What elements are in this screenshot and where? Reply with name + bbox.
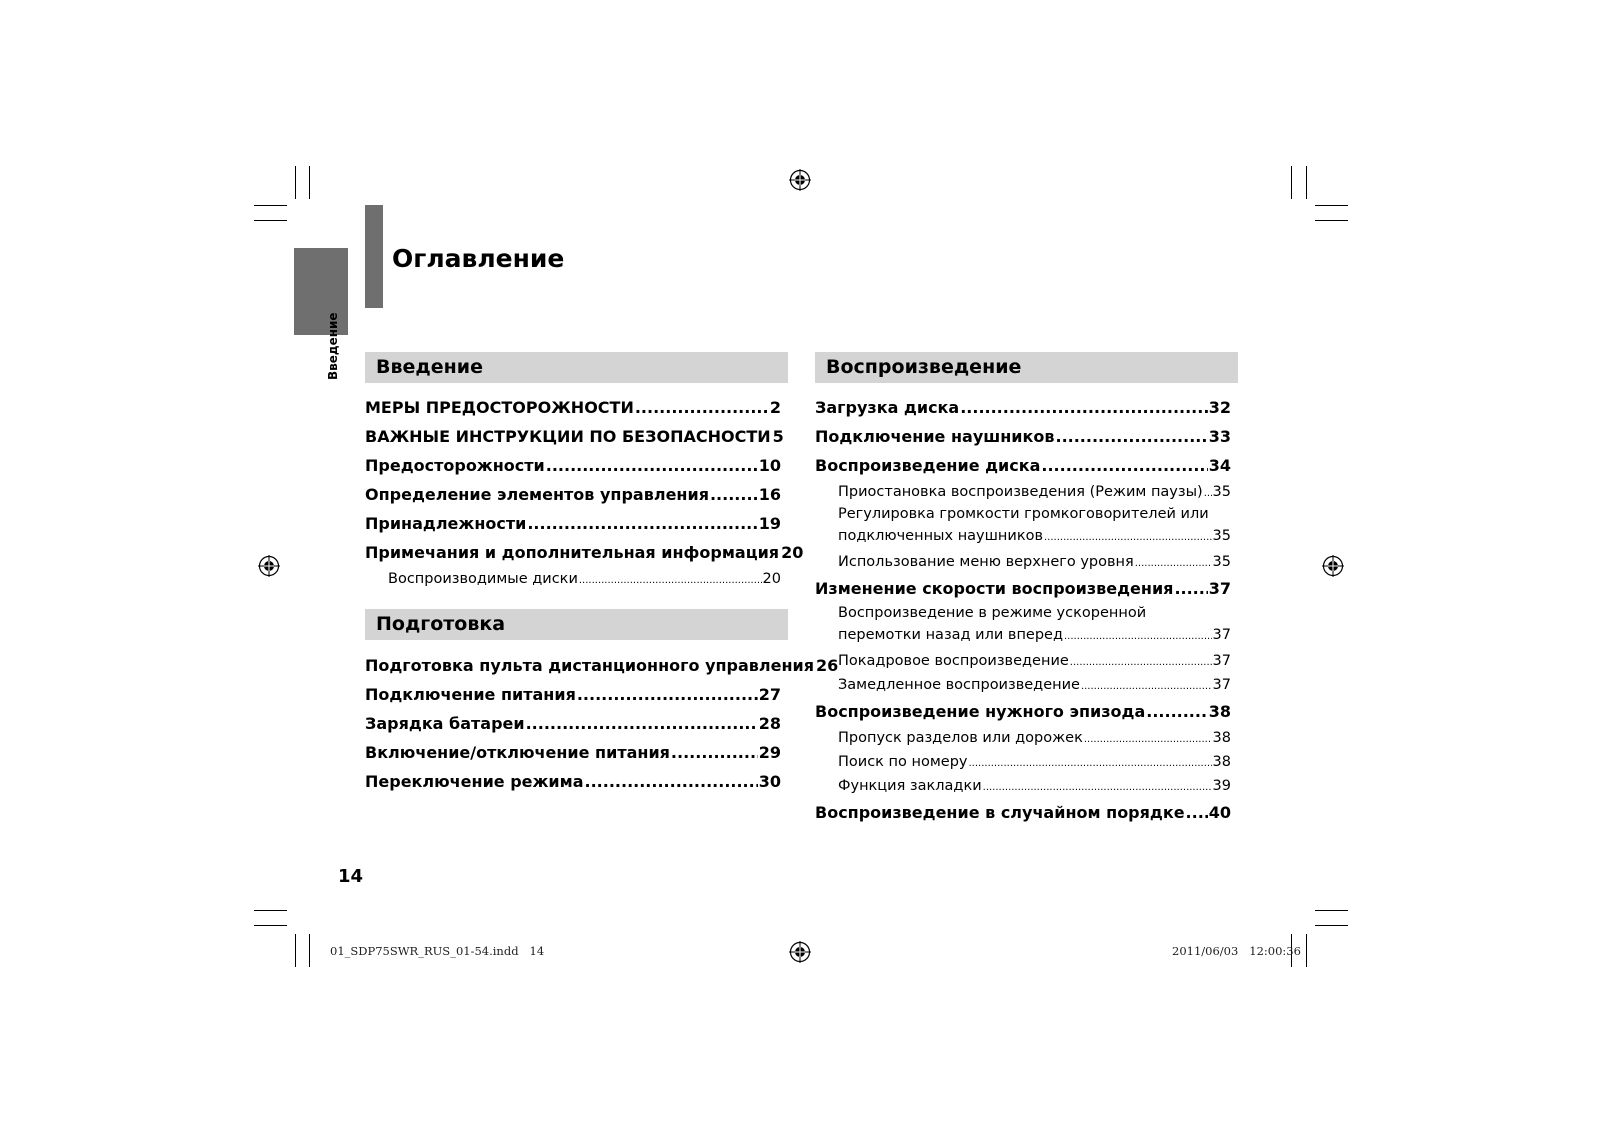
- crop-mark: [1315, 925, 1348, 926]
- toc-entry[interactable]: [365, 393, 781, 422]
- leader-dots: [585, 767, 758, 796]
- toc-entry[interactable]: [815, 393, 1231, 422]
- title-accent-bar: [365, 205, 383, 308]
- crop-mark: [254, 925, 287, 926]
- toc-entry-label: Воспроизведение диска: [815, 456, 1041, 475]
- toc-entry[interactable]: [815, 451, 1231, 480]
- registration-target-icon: [789, 169, 811, 191]
- toc-entry-page: 29: [758, 743, 781, 762]
- toc-entry-page: 19: [758, 514, 781, 533]
- toc-entry[interactable]: [365, 651, 839, 680]
- toc-entry-label: Включение/отключение питания: [365, 743, 670, 762]
- toc-entry-page: 37: [1212, 677, 1231, 693]
- toc-entry[interactable]: [815, 504, 1231, 550]
- toc-entry-page: 2: [769, 398, 781, 417]
- toc-entry-label: Зарядка батареи: [365, 714, 525, 733]
- toc-entry-label: Примечания и дополнительная информация: [365, 543, 780, 562]
- leader-dots: [969, 750, 1212, 776]
- leader-dots: [1055, 422, 1207, 451]
- leader-dots: [1204, 480, 1212, 506]
- leader-dots: [710, 480, 758, 509]
- registration-target-icon: [258, 555, 280, 577]
- section-heading: Подготовка: [365, 609, 788, 640]
- toc-entry[interactable]: [365, 422, 784, 451]
- leader-dots: [526, 709, 758, 738]
- crop-mark: [295, 166, 296, 199]
- registration-target-icon: [1322, 555, 1344, 577]
- toc-entry-page: 10: [758, 456, 781, 475]
- toc-entry-page: 37: [1212, 627, 1231, 643]
- toc-entry[interactable]: [365, 451, 781, 480]
- page-title: Оглавление: [392, 244, 565, 273]
- leader-dots: [1174, 574, 1207, 603]
- toc-entry-label: Загрузка диска: [815, 398, 960, 417]
- crop-mark: [1306, 166, 1307, 199]
- crop-mark: [254, 205, 287, 206]
- crop-mark: [1306, 934, 1307, 967]
- toc-list-playback: [815, 393, 1231, 827]
- crop-mark: [1291, 166, 1292, 199]
- toc-entry-page: 20: [781, 543, 804, 562]
- toc-entry[interactable]: [815, 649, 1231, 673]
- toc-entry-label: Приостановка воспроизведения (Режим паузы): [838, 484, 1203, 500]
- toc-entry-label: Изменение скорости воспроизведения: [815, 579, 1174, 598]
- toc-entry[interactable]: [815, 550, 1231, 574]
- toc-entry-label: Воспроизведение нужного эпизода: [815, 702, 1146, 721]
- toc-entry[interactable]: [365, 509, 781, 538]
- toc-entry-label: Подключение наушников: [815, 427, 1055, 446]
- leader-dots: [527, 509, 757, 538]
- toc-entry[interactable]: [365, 767, 781, 796]
- crop-mark: [1315, 910, 1348, 911]
- leader-dots: [1070, 649, 1212, 675]
- leader-dots: [1064, 624, 1212, 648]
- toc-entry-page: 20: [762, 571, 781, 587]
- toc-entry-label: Переключение режима: [365, 772, 584, 791]
- toc-entry-label: Регулировка громкости громкоговорителей или: [838, 506, 1209, 522]
- toc-entry-label: Воспроизведение в режиме ускоренной: [838, 605, 1147, 621]
- toc-entry-page: 34: [1208, 456, 1231, 475]
- toc-entry-page: 37: [1212, 653, 1231, 669]
- toc-entry[interactable]: [815, 774, 1231, 798]
- toc-entry-page: 16: [758, 485, 781, 504]
- crop-mark: [309, 166, 310, 199]
- toc-entry[interactable]: [815, 574, 1231, 603]
- toc-entry[interactable]: [815, 798, 1231, 827]
- section-heading: Введение: [365, 352, 788, 383]
- toc-entry-label: Пропуск разделов или дорожек: [838, 730, 1083, 746]
- toc-entry-label: перемотки назад или вперед: [838, 627, 1063, 643]
- leader-dots: [546, 451, 758, 480]
- toc-entry-page: 35: [1212, 554, 1231, 570]
- toc-entry[interactable]: [815, 750, 1231, 774]
- toc-entry[interactable]: [815, 673, 1231, 697]
- toc-entry-page: 35: [1212, 528, 1231, 544]
- leader-dots: [1084, 726, 1212, 752]
- leader-dots: [1146, 697, 1207, 726]
- crop-mark: [309, 934, 310, 967]
- crop-mark: [1315, 205, 1348, 206]
- leader-dots: [635, 393, 769, 422]
- leader-dots: [1135, 550, 1212, 576]
- toc-entry-page: 38: [1212, 754, 1231, 770]
- toc-entry-label: ВАЖНЫЕ ИНСТРУКЦИИ ПО БЕЗОПАСНОСТИ: [365, 427, 771, 446]
- chapter-tab-label: Введение: [326, 312, 340, 380]
- toc-entry-label: Замедленное воспроизведение: [838, 677, 1080, 693]
- toc-entry[interactable]: [365, 567, 781, 591]
- toc-entry-label: Определение элементов управления: [365, 485, 709, 504]
- toc-entry-page: 39: [1212, 778, 1231, 794]
- leader-dots: [577, 680, 758, 709]
- toc-entry-page: 35: [1212, 484, 1231, 500]
- leader-dots: [1081, 673, 1212, 699]
- toc-entry-label: Поиск по номеру: [838, 754, 968, 770]
- toc-entry-label: Предосторожности: [365, 456, 545, 475]
- toc-list-preparation: [365, 651, 839, 796]
- toc-entry-label: подключенных наушников: [838, 528, 1043, 544]
- leader-dots: [983, 774, 1212, 800]
- toc-entry-label: Принадлежности: [365, 514, 527, 533]
- toc-entry-page: 33: [1208, 427, 1231, 446]
- toc-entry-label: Воспроизводимые диски: [388, 571, 578, 587]
- toc-entry[interactable]: [815, 697, 1231, 726]
- crop-mark: [254, 220, 287, 221]
- crop-mark: [254, 910, 287, 911]
- toc-entry-page: 30: [758, 772, 781, 791]
- toc-entry-page: 5: [772, 427, 784, 446]
- leader-dots: [960, 393, 1208, 422]
- toc-entry-label: Подключение питания: [365, 685, 576, 704]
- toc-entry-page: 37: [1208, 579, 1231, 598]
- toc-entry[interactable]: [365, 680, 781, 709]
- footer-timestamp: 2011/06/03 12:00:36: [1172, 944, 1301, 958]
- toc-entry-page: 27: [758, 685, 781, 704]
- leader-dots: [1044, 525, 1212, 549]
- toc-entry-label: Подготовка пульта дистанционного управления: [365, 656, 815, 675]
- toc-entry-label: МЕРЫ ПРЕДОСТОРОЖНОСТИ: [365, 398, 634, 417]
- toc-entry[interactable]: [815, 480, 1231, 504]
- toc-entry-page: 38: [1208, 702, 1231, 721]
- page-number: 14: [338, 866, 364, 887]
- toc-entry[interactable]: [815, 422, 1231, 451]
- registration-target-icon: [789, 941, 811, 963]
- toc-entry-label: Воспроизведение в случайном порядке: [815, 803, 1185, 822]
- toc-list-introduction: [365, 393, 804, 591]
- toc-entry[interactable]: [365, 480, 781, 509]
- crop-mark: [1315, 220, 1348, 221]
- toc-entry-label: Функция закладки: [838, 778, 982, 794]
- leader-dots: [1186, 798, 1208, 827]
- toc-entry-label: Использование меню верхнего уровня: [838, 554, 1134, 570]
- section-heading: Воспроизведение: [815, 352, 1238, 383]
- toc-entry[interactable]: [815, 726, 1231, 750]
- toc-entry-page: 26: [816, 656, 839, 675]
- toc-entry-page: 28: [758, 714, 781, 733]
- crop-mark: [295, 934, 296, 967]
- toc-entry-page: 38: [1212, 730, 1231, 746]
- toc-entry[interactable]: [365, 538, 804, 567]
- leader-dots: [671, 738, 758, 767]
- leader-dots: [1041, 451, 1207, 480]
- toc-entry[interactable]: [365, 738, 781, 767]
- toc-entry-label: Покадровое воспроизведение: [838, 653, 1069, 669]
- toc-entry-page: 40: [1208, 803, 1231, 822]
- toc-entry[interactable]: [365, 709, 781, 738]
- toc-entry-page: 32: [1208, 398, 1231, 417]
- leader-dots: [579, 567, 762, 593]
- toc-entry[interactable]: [815, 603, 1231, 649]
- footer-filename: 01_SDP75SWR_RUS_01-54.indd 14: [330, 944, 545, 958]
